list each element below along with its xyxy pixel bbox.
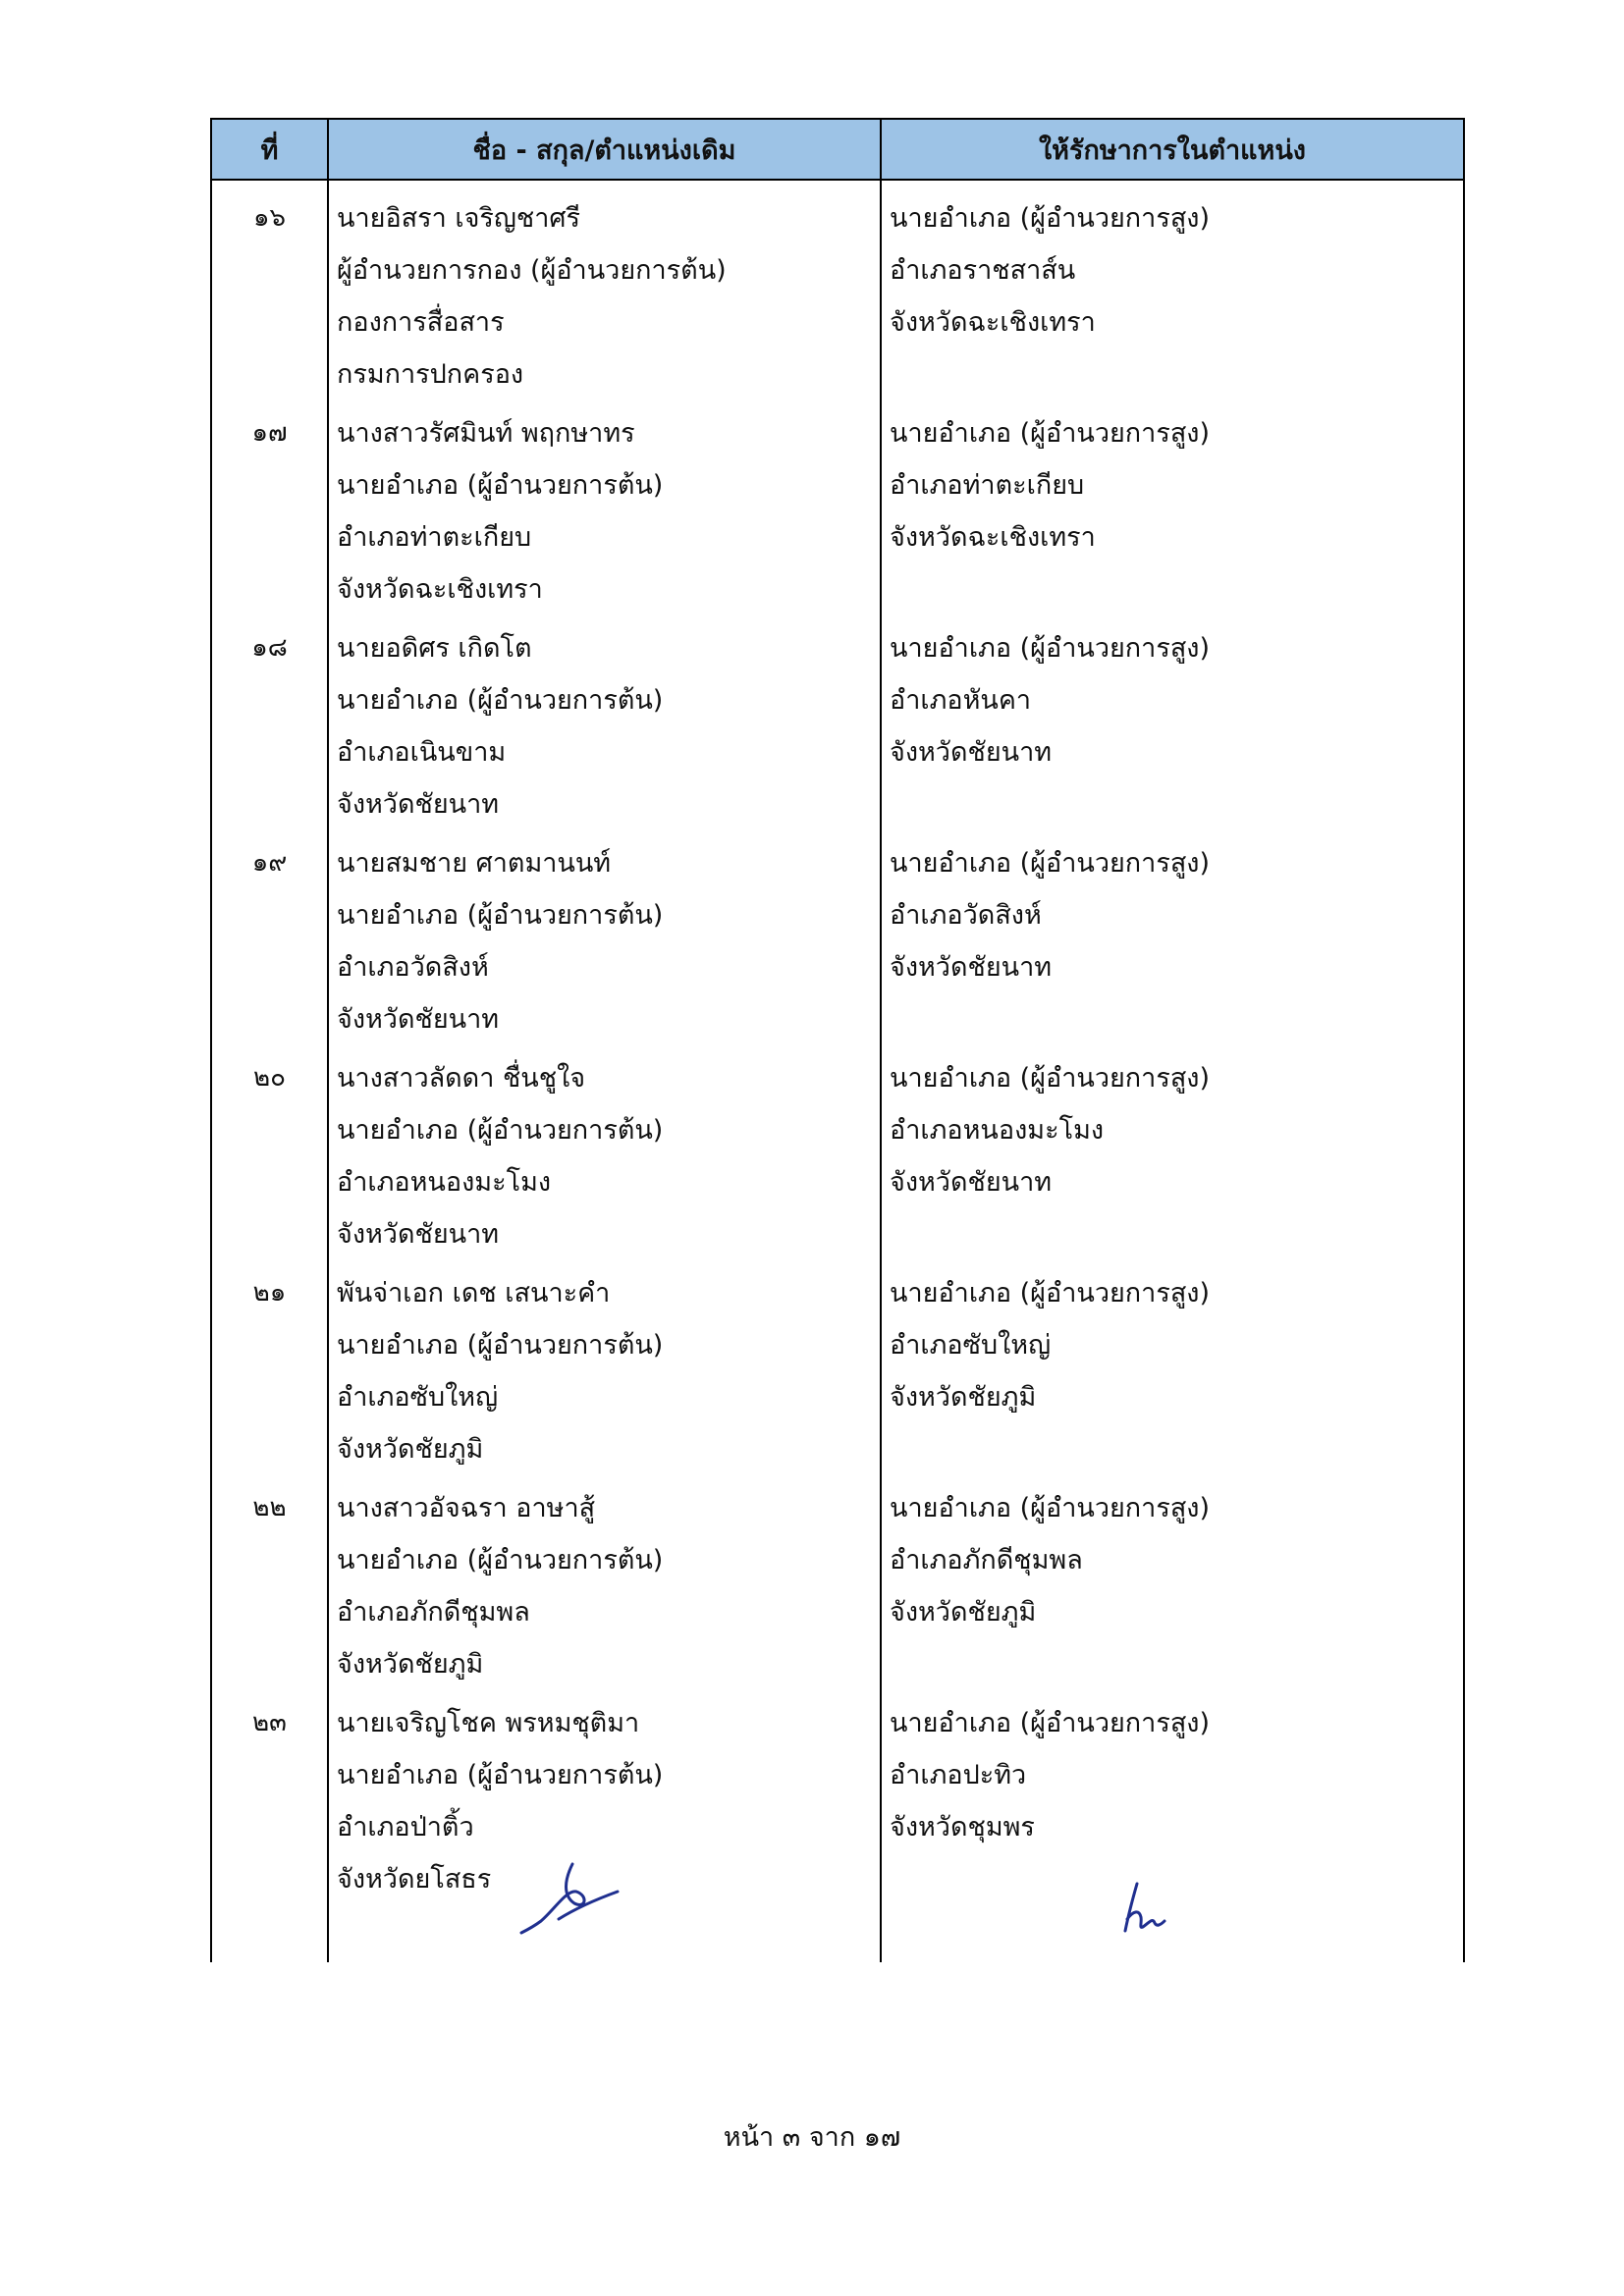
acting-position-line: จังหวัดชัยนาท	[890, 952, 1053, 983]
old-position-cell	[329, 1041, 880, 1255]
row-number: ๑๘	[251, 633, 288, 663]
old-position-line: จังหวัดชัยนาท	[337, 789, 500, 820]
old-position-line: อำเภอวัดสิงห์	[337, 952, 489, 983]
person-name: นายอดิศร เกิดโต	[337, 633, 532, 664]
person-name: พันจ่าเอก เดช เสนาะคำ	[337, 1278, 611, 1308]
acting-position-line: นายอำเภอ (ผู้อำนวยการสูง)	[890, 1278, 1211, 1308]
header-old-position: ชื่อ - สกุล/ตำแหน่งเดิม	[329, 120, 882, 179]
acting-position-cell	[882, 826, 1463, 1041]
row-number: ๒๒	[252, 1493, 287, 1522]
acting-position-line: จังหวัดฉะเชิงเทรา	[890, 307, 1096, 338]
old-position-line: อำเภอเนินขาม	[337, 737, 507, 768]
old-position-line: จังหวัดฉะเชิงเทรา	[337, 574, 543, 605]
old-position-cell	[329, 396, 880, 611]
old-position-line: อำเภอหนองมะโมง	[337, 1167, 552, 1198]
old-position-line: อำเภอซับใหญ่	[337, 1382, 499, 1413]
acting-position-line: อำเภอหันคา	[890, 685, 1032, 716]
old-position-line: นายอำเภอ (ผู้อำนวยการต้น)	[337, 1545, 664, 1575]
table-row-number	[212, 611, 327, 826]
old-position-line: กองการสื่อสาร	[337, 307, 505, 338]
table-body	[212, 181, 1463, 1962]
old-position-line: นายอำเภอ (ผู้อำนวยการต้น)	[337, 1760, 664, 1790]
old-position-cell	[329, 181, 880, 396]
acting-position-line: อำเภอหนองมะโมง	[890, 1115, 1105, 1146]
acting-position-cell	[882, 1041, 1463, 1255]
header-number: ที่	[212, 120, 329, 179]
acting-position-cell	[882, 1685, 1463, 1900]
acting-position-line: นายอำเภอ (ผู้อำนวยการสูง)	[890, 633, 1211, 664]
acting-position-line: นายอำเภอ (ผู้อำนวยการสูง)	[890, 1708, 1211, 1738]
table-row-number	[212, 826, 327, 1041]
page-number: หน้า ๓ จาก ๑๗	[723, 2122, 901, 2153]
person-name: นางสาวลัดดา ชื่นชูใจ	[337, 1063, 586, 1094]
old-position-line: ผู้อำนวยการกอง (ผู้อำนวยการต้น)	[337, 255, 727, 286]
acting-position-line: จังหวัดชัยภูมิ	[890, 1597, 1037, 1628]
acting-position-line: อำเภอซับใหญ่	[890, 1330, 1052, 1361]
person-name: นายอิสรา เจริญชาศรี	[337, 203, 581, 234]
person-name: นายเจริญโชค พรหมชุติมา	[337, 1708, 640, 1738]
old-position-line: จังหวัดชัยภูมิ	[337, 1434, 484, 1465]
assignment-table	[210, 118, 1465, 1962]
row-number: ๑๗	[251, 418, 288, 448]
old-position-cell	[329, 1255, 880, 1470]
number-column	[212, 181, 329, 1962]
old-position-line: นายอำเภอ (ผู้อำนวยการต้น)	[337, 685, 664, 716]
signature-right	[1110, 1880, 1178, 1939]
old-position-line: จังหวัดชัยนาท	[337, 1004, 500, 1035]
old-position-line: จังหวัดชัยนาท	[337, 1219, 500, 1250]
acting-position-cell	[882, 611, 1463, 826]
acting-position-line: จังหวัดชัยนาท	[890, 1167, 1053, 1198]
row-number: ๒๐	[252, 1063, 286, 1093]
acting-position-line: จังหวัดชัยภูมิ	[890, 1382, 1037, 1413]
old-position-line: จังหวัดยโสธร	[337, 1864, 492, 1895]
acting-position-line: นายอำเภอ (ผู้อำนวยการสูง)	[890, 1493, 1211, 1523]
acting-position-line: นายอำเภอ (ผู้อำนวยการสูง)	[890, 203, 1211, 234]
old-position-column	[329, 181, 882, 1962]
old-position-cell	[329, 611, 880, 826]
table-row-number	[212, 181, 327, 396]
acting-position-line: จังหวัดชุมพร	[890, 1812, 1035, 1842]
old-position-cell	[329, 826, 880, 1041]
old-position-line: กรมการปกครอง	[337, 359, 524, 390]
old-position-line: นายอำเภอ (ผู้อำนวยการต้น)	[337, 1115, 664, 1146]
acting-position-cell	[882, 1255, 1463, 1470]
acting-position-line: อำเภอภักดีชุมพล	[890, 1545, 1083, 1575]
person-name: นายสมชาย ศาตมานนท์	[337, 848, 612, 879]
acting-position-line: จังหวัดฉะเชิงเทรา	[890, 522, 1096, 553]
acting-position-line: อำเภอปะทิว	[890, 1760, 1027, 1790]
acting-position-cell	[882, 1470, 1463, 1685]
table-row-number	[212, 1470, 327, 1685]
signature-left	[515, 1860, 623, 1939]
row-number: ๑๙	[251, 848, 288, 878]
acting-position-line: อำเภอวัดสิงห์	[890, 900, 1042, 931]
acting-position-line: อำเภอท่าตะเกียบ	[890, 470, 1085, 501]
acting-position-line: จังหวัดชัยนาท	[890, 737, 1053, 768]
table-header	[212, 120, 1463, 181]
table-row-number	[212, 1041, 327, 1255]
row-number: ๒๓	[252, 1708, 287, 1737]
old-position-line: จังหวัดชัยภูมิ	[337, 1649, 484, 1680]
row-number: ๒๑	[252, 1278, 287, 1308]
acting-position-cell	[882, 396, 1463, 611]
acting-position-line: นายอำเภอ (ผู้อำนวยการสูง)	[890, 418, 1211, 449]
table-row-number	[212, 396, 327, 611]
header-acting-position: ให้รักษาการในตำแหน่ง	[1039, 134, 1306, 166]
person-name: นางสาวรัศมินท์ พฤกษาทร	[337, 418, 635, 449]
acting-position-line: นายอำเภอ (ผู้อำนวยการสูง)	[890, 1063, 1211, 1094]
acting-position-line: นายอำเภอ (ผู้อำนวยการสูง)	[890, 848, 1211, 879]
old-position-line: นายอำเภอ (ผู้อำนวยการต้น)	[337, 470, 664, 501]
old-position-line: อำเภอภักดีชุมพล	[337, 1597, 530, 1628]
table-row-number	[212, 1685, 327, 1900]
old-position-cell	[329, 1470, 880, 1685]
old-position-line: อำเภอป่าติ้ว	[337, 1812, 474, 1842]
old-position-line: นายอำเภอ (ผู้อำนวยการต้น)	[337, 1330, 664, 1361]
acting-position-line: อำเภอราชสาส์น	[890, 255, 1076, 286]
row-number: ๑๖	[252, 203, 286, 233]
table-row-number	[212, 1255, 327, 1470]
person-name: นางสาวอัจฉรา อาษาสู้	[337, 1493, 596, 1523]
acting-position-cell	[882, 181, 1463, 396]
acting-position-column	[882, 181, 1463, 1962]
old-position-line: อำเภอท่าตะเกียบ	[337, 522, 532, 553]
old-position-line: นายอำเภอ (ผู้อำนวยการต้น)	[337, 900, 664, 931]
